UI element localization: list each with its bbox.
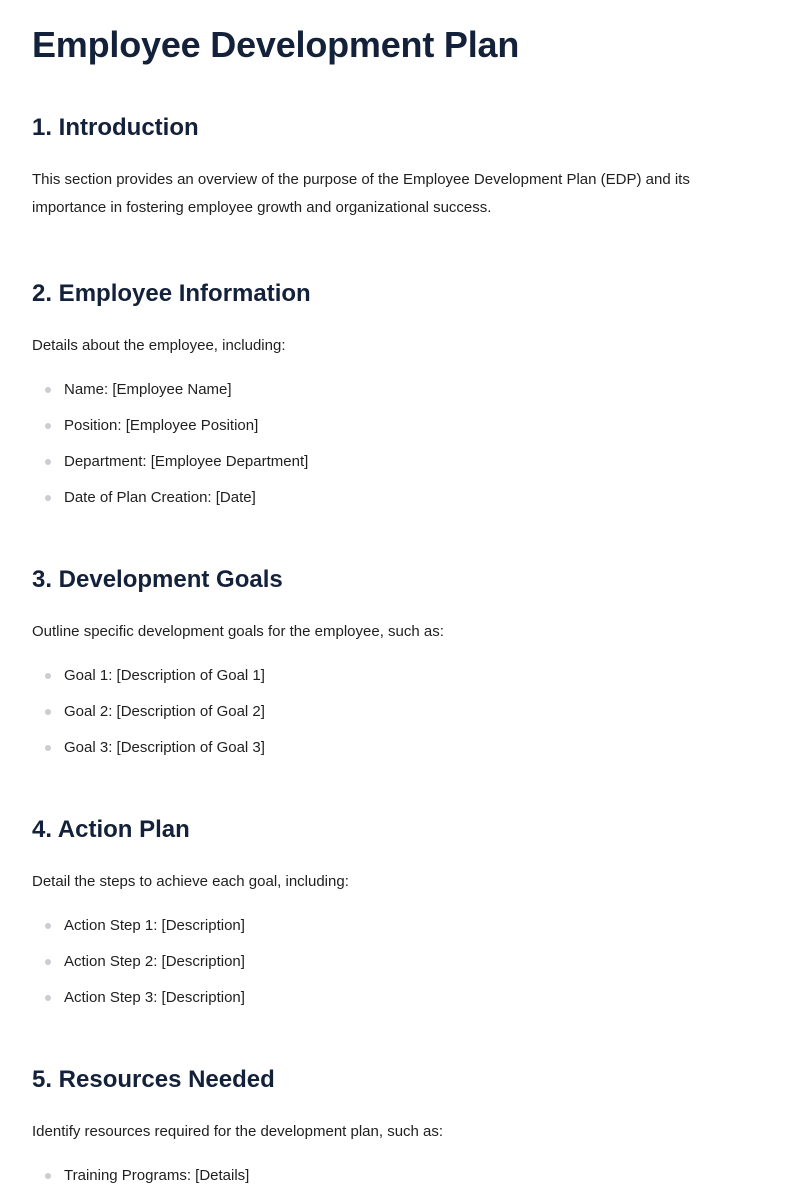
bullet-list: [32, 1166, 768, 1186]
section-heading: 4. Action Plan: [32, 816, 190, 843]
section-paragraph: Details about the employee, including:: [32, 337, 286, 354]
list-item: [64, 952, 768, 972]
section-development-goals: [32, 564, 768, 758]
bullet-icon: [45, 495, 51, 501]
list-item: [64, 488, 768, 508]
bullet-icon: [45, 387, 51, 393]
bullet-list: [32, 666, 768, 758]
bullet-icon: [45, 745, 51, 751]
list-item-text: Goal 3: [Description of Goal 3]: [64, 739, 265, 756]
list-item-text: Action Step 3: [Description]: [64, 989, 245, 1006]
list-item: [64, 988, 768, 1008]
section-paragraph: This section provides an overview of the purpose of the Employee Development Plan (EDP) and its importance in fostering employee growth and organizational success.: [32, 171, 690, 216]
list-item: [64, 380, 768, 400]
document-title: Employee Development Plan: [32, 24, 520, 65]
bullet-list: [32, 380, 768, 508]
section-heading: 3. Development Goals: [32, 566, 283, 593]
list-item-text: Action Step 2: [Description]: [64, 953, 245, 970]
section-introduction: [32, 112, 768, 222]
list-item: [64, 416, 768, 436]
list-item: [64, 1166, 768, 1186]
section-paragraph: Outline specific development goals for the employee, such as:: [32, 623, 444, 640]
list-item-text: Department: [Employee Department]: [64, 453, 309, 470]
section-paragraph: Identify resources required for the development plan, such as:: [32, 1123, 444, 1140]
list-item-text: Date of Plan Creation: [Date]: [64, 489, 256, 506]
section-heading: 2. Employee Information: [32, 280, 311, 307]
bullet-icon: [45, 459, 51, 465]
section-action-plan: [32, 814, 768, 1008]
bullet-icon: [45, 995, 51, 1001]
list-item-text: Position: [Employee Position]: [64, 417, 259, 434]
bullet-icon: [45, 709, 51, 715]
bullet-icon: [45, 423, 51, 429]
list-item: [64, 666, 768, 686]
section-employee-information: [32, 278, 768, 508]
section-paragraph: Detail the steps to achieve each goal, including:: [32, 873, 349, 890]
list-item-text: Goal 1: [Description of Goal 1]: [64, 667, 265, 684]
bullet-icon: [45, 923, 51, 929]
list-item: [64, 916, 768, 936]
list-item-text: Name: [Employee Name]: [64, 381, 232, 398]
list-item: [64, 702, 768, 722]
section-heading: 1. Introduction: [32, 114, 199, 141]
list-item-text: Training Programs: [Details]: [64, 1167, 250, 1184]
bullet-icon: [45, 1173, 51, 1179]
bullet-icon: [45, 959, 51, 965]
list-item: [64, 738, 768, 758]
bullet-list: [32, 916, 768, 1008]
list-item: [64, 452, 768, 472]
section-resources-needed: [32, 1064, 768, 1186]
list-item-text: Action Step 1: [Description]: [64, 917, 245, 934]
section-heading: 5. Resources Needed: [32, 1066, 275, 1093]
bullet-icon: [45, 673, 51, 679]
list-item-text: Goal 2: [Description of Goal 2]: [64, 703, 265, 720]
